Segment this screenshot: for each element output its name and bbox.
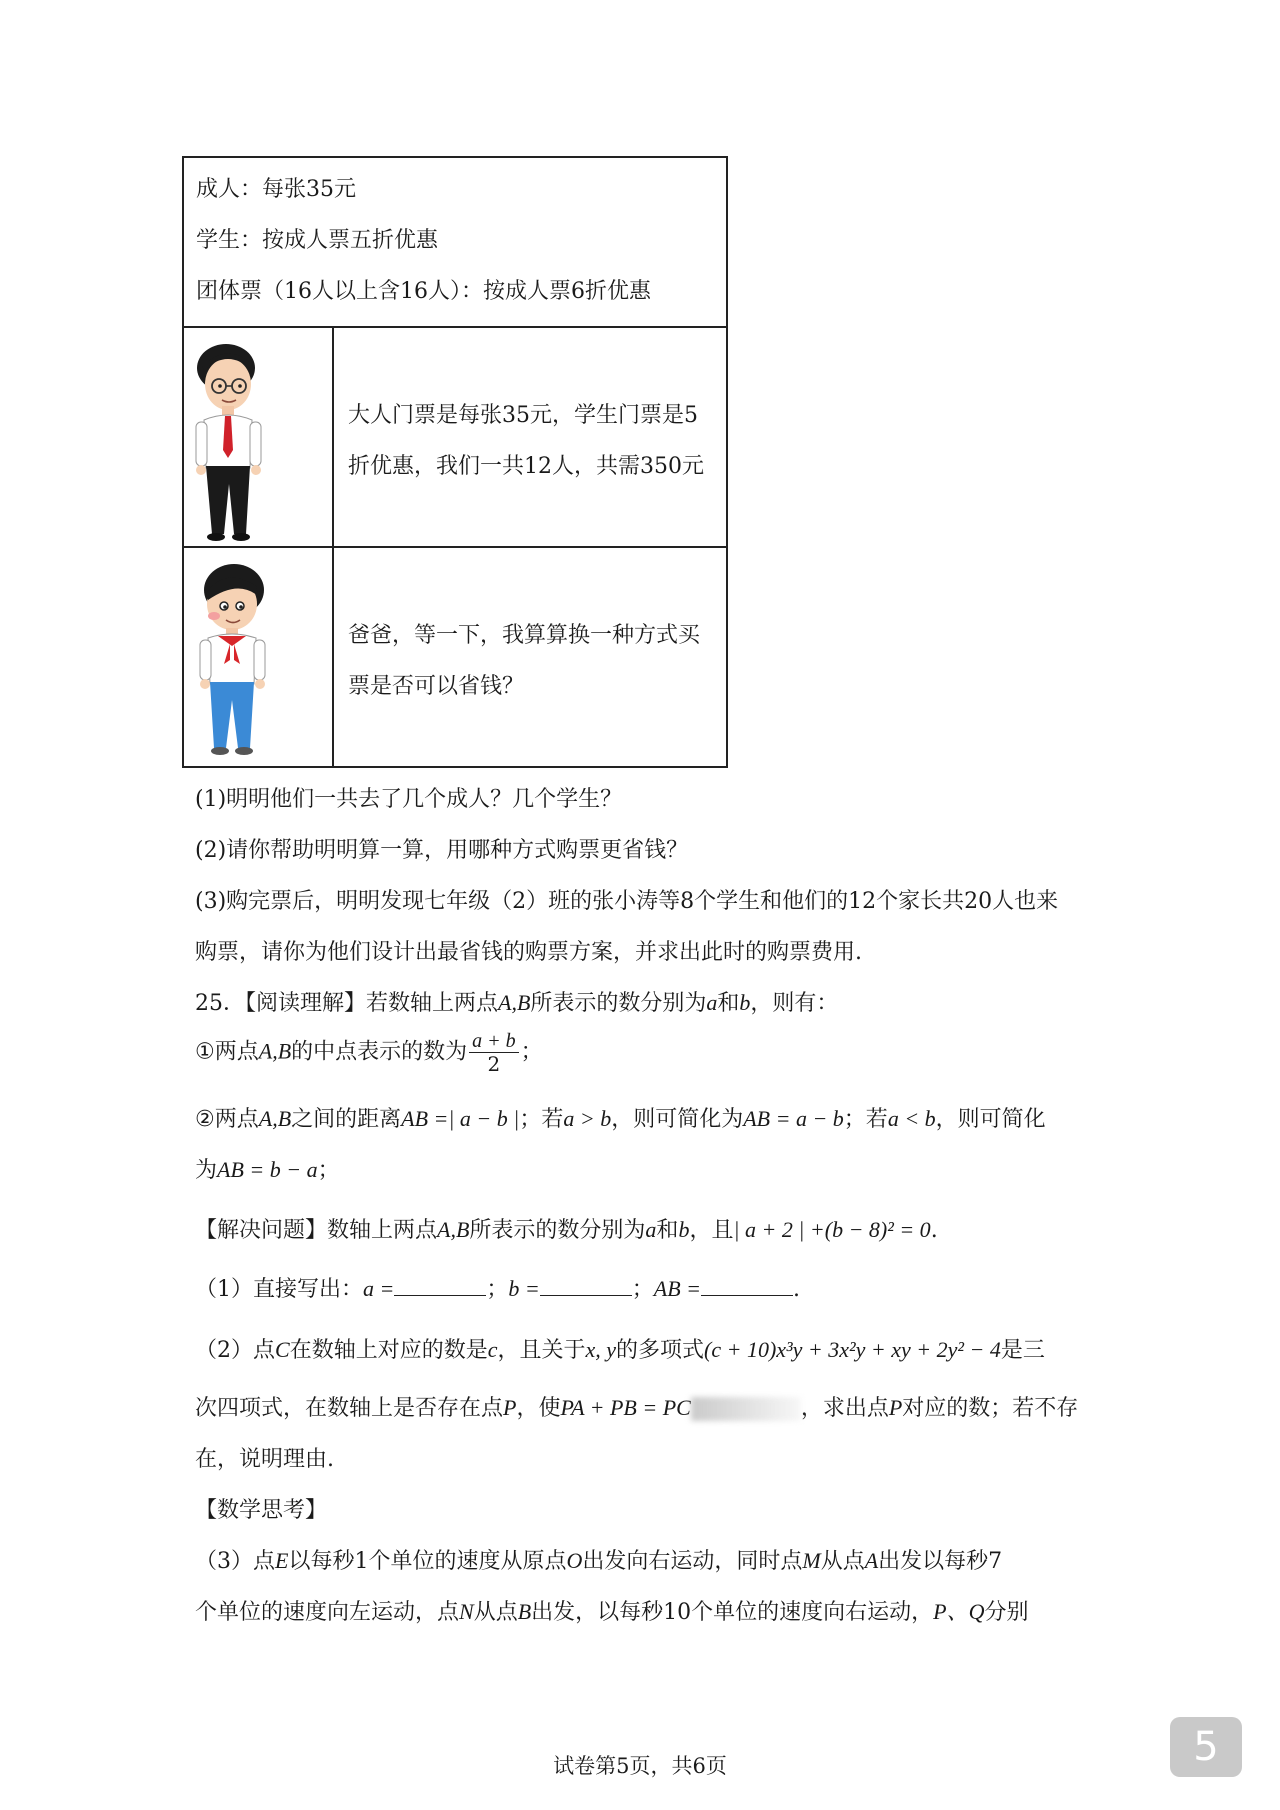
price-info-cell [184, 158, 726, 328]
question-2: (2)请你帮助明明算一算，用哪种方式购票更省钱？ [195, 838, 689, 863]
p25-sub-3-line-2: 个单位的速度向左运动，点N从点B出发，以每秒10个单位的速度向右运动，P、Q分别 [195, 1599, 1029, 1625]
group-price: 团体票（16人以上含16人）：按成人票6折优惠 [196, 279, 651, 304]
question-1: (1)明明他们一共去了几个成人？几个学生？ [195, 787, 623, 812]
dad-picture-cell [184, 328, 334, 546]
boy-illustration [184, 548, 332, 764]
p25-sub-2-line-2: 次四项式，在数轴上是否存在点P，使PA + PB = PC ，求出点P对应的数；若不存 [195, 1395, 1079, 1421]
midpoint-fraction: $\frac{a + b}{2}$ [469, 1030, 519, 1075]
p25-item-2-line-1: ②两点A,B之间的距离AB =| a − b |；若a > b，则可简化为AB = a − b；若a < b，则可简化 [195, 1106, 1046, 1132]
answer-blank-ab[interactable] [701, 1277, 793, 1296]
question-3-line-1: (3)购完票后，明明发现七年级（2）班的张小涛等8个学生和他们的12个家长共20人也来 [195, 889, 1059, 914]
student-price: 学生：按成人票五折优惠 [196, 228, 439, 253]
boy-speech-line-1: 爸爸，等一下，我算算换一种方式买 [348, 623, 701, 648]
answer-blank-b[interactable] [540, 1277, 632, 1296]
boy-picture-cell [184, 548, 334, 766]
p25-sub-2-line-1: （2）点C在数轴上对应的数是c，且关于x, y的多项式(c + 10)x³y + 3x²y + xy + 2y² − 4是三 [195, 1337, 1045, 1363]
page-footer: 试卷第5页，共6页 [553, 1754, 727, 1778]
p25-item-1: ①两点A,B的中点表示的数为 $\frac{a + b}{2}$ ； [195, 1030, 543, 1076]
dad-speech-line-1: 大人门票是每张35元，学生门票是5 [348, 403, 698, 428]
dad-row [184, 328, 726, 548]
adult-price: 成人：每张35元 [196, 177, 356, 202]
p25-sub-2-line-3: 在，说明理由. [195, 1447, 334, 1472]
p25-sub-1: （1）直接写出：a = ；b = ；AB = . [195, 1276, 800, 1302]
p25-intro: 25．【阅读理解】若数轴上两点A,B所表示的数分别为a和b，则有： [195, 990, 839, 1016]
dad-speech-line-2: 折优惠，我们一共12人，共需350元 [348, 454, 704, 479]
blurred-region [691, 1397, 801, 1421]
question-3-line-2: 购票，请你为他们设计出最省钱的购票方案，并求出此时的购票费用. [195, 940, 862, 965]
ticket-price-table [182, 156, 728, 768]
p25-solve: 【解决问题】数轴上两点A,B所表示的数分别为a和b，且| a + 2 | +(b − 8)² = 0. [195, 1217, 938, 1243]
dad-speech-cell [334, 328, 726, 546]
math-thinking-heading: 【数学思考】 [195, 1498, 328, 1523]
boy-speech-line-2: 票是否可以省钱？ [348, 674, 525, 699]
boy-speech-cell [334, 548, 726, 766]
page-number-badge[interactable]: 5 [1170, 1717, 1242, 1777]
dad-illustration [184, 328, 332, 546]
p25-sub-3-line-1: （3）点E以每秒1个单位的速度从原点O出发向右运动，同时点M从点A出发以每秒7 [195, 1548, 1003, 1574]
boy-row [184, 548, 726, 766]
p25-item-2-line-2: 为AB = b − a； [195, 1157, 340, 1183]
answer-blank-a[interactable] [394, 1277, 486, 1296]
